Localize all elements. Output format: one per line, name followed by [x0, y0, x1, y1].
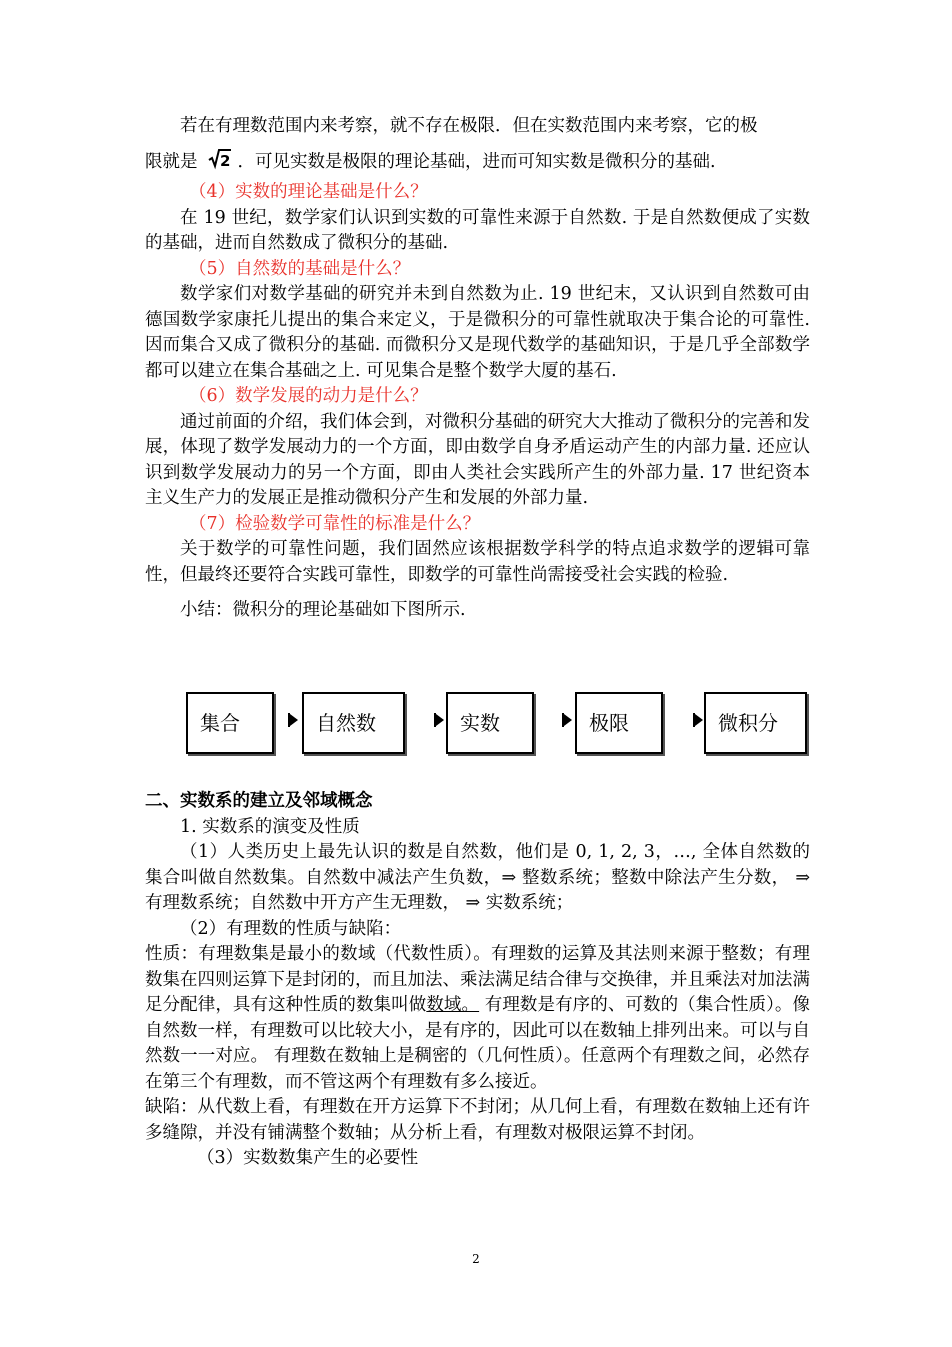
intro-line-2-post: ．可见实数是极限的理论基础，进而可知实数是微积分的基础. — [237, 151, 716, 172]
intro-block — [145, 114, 810, 624]
intro-line-1: 若在有理数范围内来考察，就不存在极限．但在实数范围内来考察，它的极 — [180, 116, 758, 136]
section2-defect: 缺陷：从代数上看，有理数在开方运算下不封闭；从几何上看，有理数在数轴上还有许多缝隙，并没有铺满整个数轴；从分析上看，有理数对极限运算不封闭。 — [145, 1097, 810, 1143]
section2-nature — [145, 942, 810, 1095]
flow-arrow-icon — [564, 714, 572, 726]
q5-title: （5）自然数的基础是什么？ — [189, 258, 411, 279]
q4-body: 在 19 世纪，数学家们认识到实数的可靠性来源于自然数. 于是自然数便成了实数的基础，进而自然数成了微积分的基础. — [145, 207, 810, 253]
intro-line-2-pre: 限就是 — [145, 151, 198, 172]
flow-box-real: 实数 — [446, 692, 534, 754]
q6-body: 通过前面的介绍，我们体会到，对微积分基础的研究大大推动了微积分的完善和发展，体现了数学发展动力的一个方面，即由数学自身矛盾运动产生的内部力量. 还应认识到数学发展动力的另一个方面，即由人类社会实践所产生的外部力量. 17 世纪资本主义生产力的发展正是推动微积分产生和发展的外部力量. — [145, 411, 810, 508]
q5-body: 数学家们对数学基础的研究并未到自然数为止. 19 世纪末，又认识到自然数可由德国数学家康托儿提出的集合来定义，于是微积分的可靠性就取决于集合论的可靠性. 因而集合又成了微积分的基础. 而微积分又是现代数学的基础知识，于是几乎全部数学都可以建立在集合基础之上. 可见集合是整个数学大厦的基石. — [145, 284, 810, 381]
section2-item2: （2）有理数的性质与缺陷： — [180, 918, 402, 939]
sqrt2-formula — [208, 148, 232, 179]
flow-box-calculus: 微积分 — [704, 692, 807, 754]
page-number: 2 — [472, 1252, 480, 1266]
section2-heading: 二、实数系的建立及邻域概念 — [145, 791, 373, 811]
summary-line: 小结：微积分的理论基础如下图所示. — [180, 600, 466, 620]
q7-title: （7）检验数学可靠性的标准是什么？ — [189, 513, 481, 534]
flow-box-natural: 自然数 — [302, 692, 405, 754]
nature-post: 有理数是有序的、可数的（集合性质）。像自然数一样，有理数可以比较大小，是有序的，因此可以在数轴上排列出来。可以与自然数一一对应。 有理数在数轴上是稠密的（几何性质）。任意两个有理数之间，必然存在第三个有理数，而不管这两个有理数有多么接近。 — [145, 995, 811, 1092]
q7-body: 关于数学的可靠性问题，我们固然应该根据数学科学的特点追求数学的逻辑可靠性，但最终还要符合实践可靠性，即数学的可靠性尚需接受社会实践的检验. — [145, 539, 810, 585]
section2-item3: （3）实数数集产生的必要性 — [197, 1148, 419, 1168]
flow-box-limit: 极限 — [575, 692, 663, 754]
section2-item1: （1）人类历史上最先认识的数是自然数，他们是 0, 1, 2, 3，…, 全体自然数的集合叫做自然数集。自然数中减法产生负数，⇒ 整数系统；整数中除法产生分数， ⇒ 有理数系统；自然数中开方产生无理数， ⇒ 实数系统； — [145, 842, 810, 913]
flow-arrow-icon — [290, 714, 298, 726]
flow-arrow-icon — [436, 714, 444, 726]
nature-pre: 性质：有理数集是最小的数域（代数性质）。有理数的运算及其法则来源于整数；有理数集在四则运算下是封闭的，而且加法、乘法满足结合律与交换律，并且乘法对加法满足分配律，具有这种性质的数集叫做 — [145, 944, 810, 1015]
svg-text:2: 2 — [219, 151, 230, 170]
flow-arrow-icon — [695, 714, 703, 726]
section2-block — [145, 789, 810, 1172]
flow-box-set: 集合 — [186, 692, 274, 754]
intro-line-2 — [145, 148, 810, 179]
q4-title: （4）实数的理论基础是什么？ — [189, 182, 428, 202]
q6-title: （6）数学发展的动力是什么？ — [189, 386, 428, 406]
section2-sub1: 1. 实数系的演变及性质 — [180, 816, 360, 837]
flow-diagram — [0, 692, 952, 762]
nature-underlined: 数域。 — [426, 995, 480, 1015]
